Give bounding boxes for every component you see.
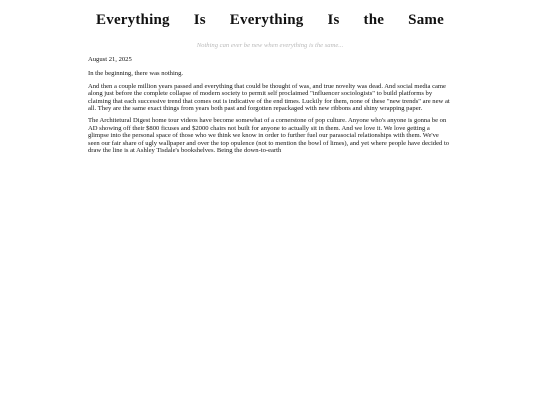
paragraph: In the beginning, there was nothing.	[88, 70, 184, 78]
title-word: Everything	[229, 12, 304, 28]
paragraph: The Architetural Digest home tour videos have become somewhat of a cornerstone of pop culture. Anyone who's anyone is gonna be on AD showing off their $800 ficuses and $2000 chairs not built for anyone to actually sit in them. And we love it. We love getting a glimpse into the personal space of those who we think we know in order to further fuel our parasocial relationships with them. We've seen our fair share of ugly wallpaper and over the top opulence (not to mention the bowl of limes), and yet where people have decided to draw the line is at Ashley Tisdale's bookshelves. Being the down-to-earth	[88, 117, 450, 155]
paragraph: And then a couple million years passed and everything that could be thought of was, and true novelty was dead. And social media came along just before the complete collapse of modern society to permit self proclaimed "influencer sociologists" to build platforms by claiming that each successive trend that comes out is indicative of the end times. Luckily for them, none of these "new trends" are new at all. They are the same exact things from years both past and forgotten repackaged with new ribbons and shiny wrapping paper.	[88, 82, 450, 113]
page-title	[0, 12, 540, 29]
page-subtitle: Nothing can ever be new when everything is the same...	[196, 42, 344, 49]
title-word: Everything	[96, 12, 170, 28]
title-word: Is	[327, 12, 340, 28]
article-body	[88, 56, 452, 159]
post-date: August 21, 2025	[88, 56, 132, 63]
title-word: Is	[193, 12, 206, 28]
title-word: Same	[408, 12, 444, 28]
title-word: the	[363, 12, 385, 28]
